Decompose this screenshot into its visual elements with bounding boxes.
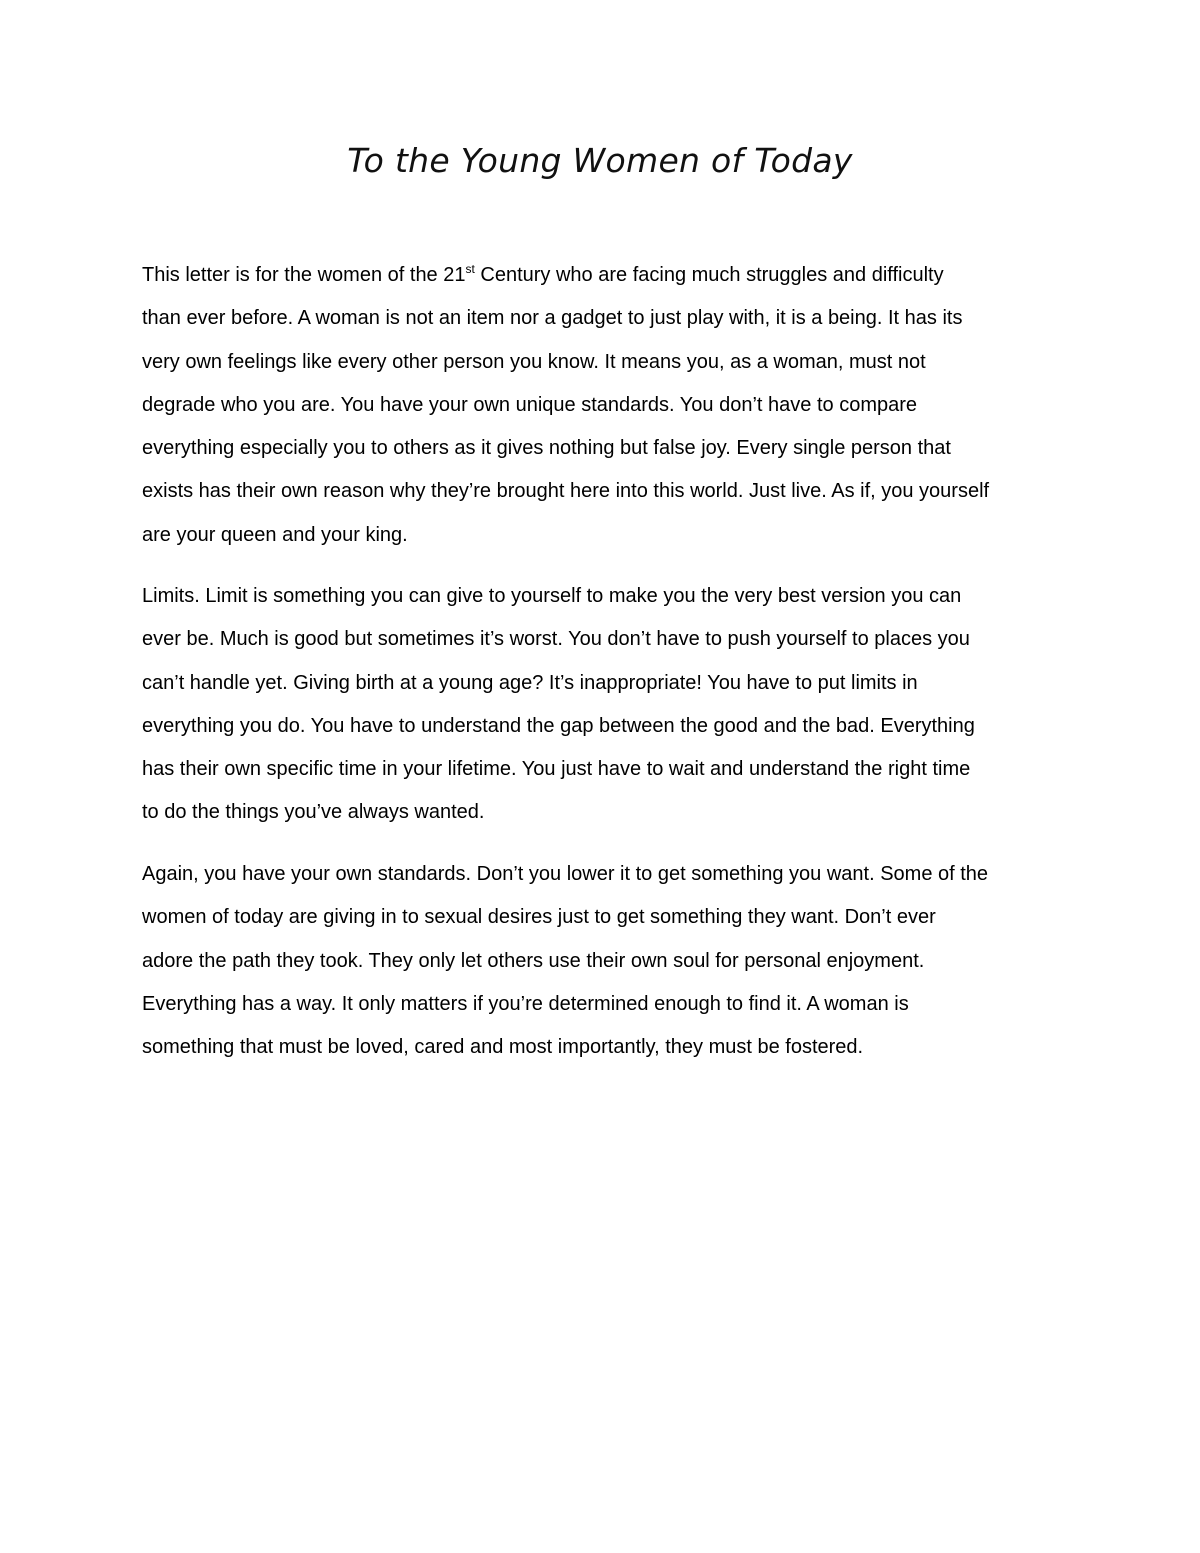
paragraph-3-line-2: women of today are giving in to sexual desires just to get something they want. Don’t ever (142, 906, 936, 929)
paragraph-1-line-1 (142, 254, 1062, 297)
paragraph-3 (142, 853, 1062, 1069)
paragraph-1-line-1-end: Century who are facing much struggles and difficulty (474, 264, 944, 286)
paragraph-1-line-4: degrade who you are. You have your own unique standards. You don’t have to compare (142, 393, 918, 416)
paragraph-1-line-7: are your queen and your king. (142, 523, 408, 546)
paragraph-2-line-1: Limits. Limit is something you can give to yourself to make you the very best version you can (142, 585, 962, 607)
paragraph-2-line-5: has their own specific time in your lifetime. You just have to wait and understand the right time (142, 758, 971, 781)
paragraph-1-line-3: very own feelings like every other person you know. It means you, as a woman, must not (142, 350, 926, 373)
paragraph-3-line-4: Everything has a way. It only matters if you’re determined enough to find it. A woman is (142, 992, 909, 1015)
paragraph-2-line-2: ever be. Much is good but sometimes it’s worst. You don’t have to push yourself to places you (142, 628, 970, 651)
paragraph-3-line-5: something that must be loved, cared and most importantly, they must be fostered. (142, 1036, 864, 1059)
paragraph-3-line-1: Again, you have your own standards. Don’t you lower it to get something you want. Some of the (142, 863, 989, 885)
paragraph-1-line-2: than ever before. A woman is not an item nor a gadget to just play with, it is a being. It has its (142, 307, 963, 330)
paragraph-1-line-1-start: This letter is for the women of the 21 (142, 264, 466, 286)
paragraph-3-line-3: adore the path they took. They only let others use their own soul for personal enjoyment. (142, 949, 925, 972)
paragraph-2-line-6: to do the things you’ve always wanted. (142, 801, 485, 824)
paragraph-2-line-3: can’t handle yet. Giving birth at a young age? It’s inappropriate! You have to put limits in (142, 671, 918, 694)
paragraph-2 (142, 575, 1062, 835)
ordinal-suffix: st (465, 262, 475, 276)
paragraph-1 (142, 254, 1062, 557)
paragraph-2-line-4: everything you do. You have to understand the gap between the good and the bad. Everything (142, 714, 975, 737)
paragraph-1-line-6: exists has their own reason why they’re brought here into this world. Just live. As if, you yourself (142, 480, 990, 503)
paragraph-1-line-5: everything especially you to others as it gives nothing but false joy. Every single person that (142, 437, 951, 460)
document-title: To the Young Women of Today (347, 141, 853, 180)
